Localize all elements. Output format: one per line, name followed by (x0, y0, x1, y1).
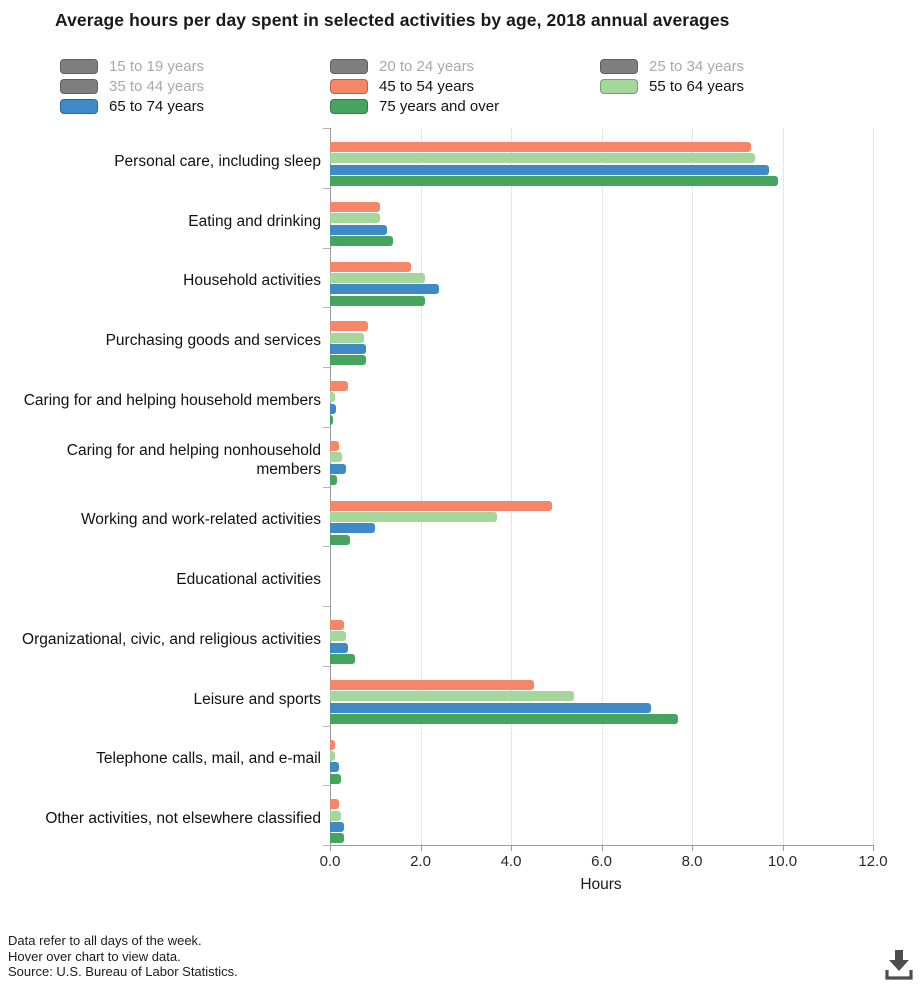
chart-row (0, 546, 873, 606)
legend-item-label: 45 to 54 years (379, 77, 475, 95)
bar[interactable] (330, 333, 364, 343)
bar[interactable] (330, 833, 344, 843)
legend-item-label: 65 to 74 years (109, 97, 205, 115)
legend-swatch (60, 59, 98, 74)
bar-group (330, 367, 873, 427)
x-tick-label: 10.0 (767, 853, 798, 870)
bar[interactable] (330, 165, 769, 175)
category-label: Household activities (183, 272, 321, 290)
bar[interactable] (330, 762, 339, 772)
plot-rows (0, 128, 873, 845)
bar-group (330, 188, 873, 248)
x-tick-label: 8.0 (681, 853, 703, 870)
x-tick-label: 6.0 (591, 853, 612, 870)
bar[interactable] (330, 392, 335, 402)
legend-column (60, 56, 330, 116)
bar-group (330, 307, 873, 367)
bar[interactable] (330, 415, 333, 425)
legend-item-45-to-54-years[interactable] (330, 76, 600, 96)
bar[interactable] (330, 452, 342, 462)
bar[interactable] (330, 501, 552, 511)
bar[interactable] (330, 464, 346, 474)
bar[interactable] (330, 774, 341, 784)
bar[interactable] (330, 680, 534, 690)
chart-row (0, 248, 873, 308)
bar[interactable] (330, 381, 348, 391)
legend-swatch (60, 79, 98, 94)
legend-item-55-to-64-years[interactable] (600, 76, 870, 96)
x-tick-label: 12.0 (858, 853, 888, 870)
axis-tick (783, 846, 784, 851)
bar[interactable] (330, 142, 751, 152)
bar-group (330, 128, 873, 188)
x-tick-label: 2.0 (410, 853, 431, 870)
bar[interactable] (330, 262, 411, 272)
legend-item-65-to-74-years[interactable] (60, 96, 330, 116)
category-label: Personal care, including sleep (114, 152, 321, 170)
axis-tick (873, 846, 874, 851)
legend-item-20-to-24-years[interactable] (330, 56, 600, 76)
bar[interactable] (330, 512, 497, 522)
chart-row (0, 367, 873, 427)
category-label: Leisure and sports (193, 690, 321, 708)
category-boundary-tick (323, 845, 330, 846)
bar[interactable] (330, 535, 350, 545)
bar[interactable] (330, 321, 368, 331)
bar[interactable] (330, 654, 355, 664)
legend-item-35-to-44-years[interactable] (60, 76, 330, 96)
legend-item-label: 35 to 44 years (109, 77, 205, 95)
bar[interactable] (330, 225, 387, 235)
bar[interactable] (330, 213, 380, 223)
category-label: Caring for and helping household members (23, 391, 321, 409)
bar[interactable] (330, 273, 425, 283)
chart-row (0, 307, 873, 367)
page-title: Average hours per day spent in selected activities by age, 2018 annual averages (55, 10, 730, 30)
chart-row (0, 427, 873, 487)
gridline (873, 128, 874, 845)
bar[interactable] (330, 176, 778, 186)
category-label: Working and work-related activities (80, 511, 321, 529)
category-label: Eating and drinking (188, 212, 321, 230)
axis-tick (421, 846, 422, 851)
axis-tick (330, 846, 331, 851)
bar[interactable] (330, 631, 346, 641)
legend-item-label: 25 to 34 years (649, 57, 745, 75)
legend-swatch (600, 59, 638, 74)
x-axis-title: Hours (580, 876, 622, 893)
category-label: Other activities, not elsewhere classified (45, 810, 321, 828)
footnote-line: Source: U.S. Bureau of Labor Statistics. (8, 964, 238, 979)
bar[interactable] (330, 404, 336, 414)
bar-group (330, 248, 873, 308)
legend-column (330, 56, 600, 116)
category-label: Telephone calls, mail, and e-mail (96, 750, 321, 768)
category-label: Educational activities (176, 571, 321, 589)
legend-item-label: 75 years and over (379, 97, 500, 115)
bar-group (330, 666, 873, 726)
download-button[interactable] (880, 944, 918, 984)
footnote-line: Hover over chart to view data. (8, 948, 181, 964)
bar[interactable] (330, 475, 337, 485)
legend-item-label: 20 to 24 years (379, 57, 475, 75)
footnote-line: Data refer to all days of the week. (8, 933, 202, 948)
category-label: Organizational, civic, and religious activities (22, 630, 321, 648)
axis-tick (692, 846, 693, 851)
bar[interactable] (330, 799, 339, 809)
bar[interactable] (330, 202, 380, 212)
bar[interactable] (330, 236, 393, 246)
bar-group (330, 785, 873, 845)
download-icon (882, 970, 916, 985)
x-tick-label: 0.0 (319, 853, 341, 870)
chart-row (0, 666, 873, 726)
legend-swatch (330, 59, 368, 74)
bar-group (330, 606, 873, 666)
bar[interactable] (330, 153, 755, 163)
category-label: Caring for and helping nonhousehold members (66, 442, 321, 479)
bar[interactable] (330, 344, 366, 354)
bar[interactable] (330, 296, 425, 306)
axis-tick (602, 846, 603, 851)
bar[interactable] (330, 355, 366, 365)
legend-item-75-years-and-over[interactable] (330, 96, 600, 116)
chart-row (0, 188, 873, 248)
legend-item-15-to-19-years[interactable] (60, 56, 330, 76)
bar[interactable] (330, 714, 678, 724)
axis-tick (511, 846, 512, 851)
legend-swatch (600, 79, 638, 94)
category-label: Purchasing goods and services (105, 332, 321, 350)
legend-column (600, 56, 870, 116)
legend-swatch (330, 99, 368, 114)
legend (60, 56, 870, 116)
chart-row (0, 128, 873, 188)
bar-group (330, 726, 873, 786)
bar[interactable] (330, 811, 341, 821)
bar-group (330, 487, 873, 547)
legend-item-label: 55 to 64 years (649, 77, 745, 95)
bar[interactable] (330, 703, 651, 713)
chart-row (0, 487, 873, 547)
legend-swatch (60, 99, 98, 114)
chart-row (0, 785, 873, 845)
legend-item-label: 15 to 19 years (109, 57, 205, 75)
bar[interactable] (330, 822, 344, 832)
chart-row (0, 726, 873, 786)
legend-swatch (330, 79, 368, 94)
bar-chart (0, 128, 924, 845)
bar[interactable] (330, 740, 335, 750)
bar[interactable] (330, 284, 439, 294)
bar[interactable] (330, 751, 335, 761)
bar[interactable] (330, 523, 375, 533)
bar[interactable] (330, 441, 339, 451)
bar[interactable] (330, 643, 348, 653)
x-tick-label: 4.0 (500, 853, 522, 870)
footnotes (8, 933, 238, 980)
bar[interactable] (330, 620, 344, 630)
legend-item-25-to-34-years[interactable] (600, 56, 870, 76)
bar[interactable] (330, 691, 574, 701)
bar-group (330, 427, 873, 487)
bar-group (330, 546, 873, 606)
chart-row (0, 606, 873, 666)
